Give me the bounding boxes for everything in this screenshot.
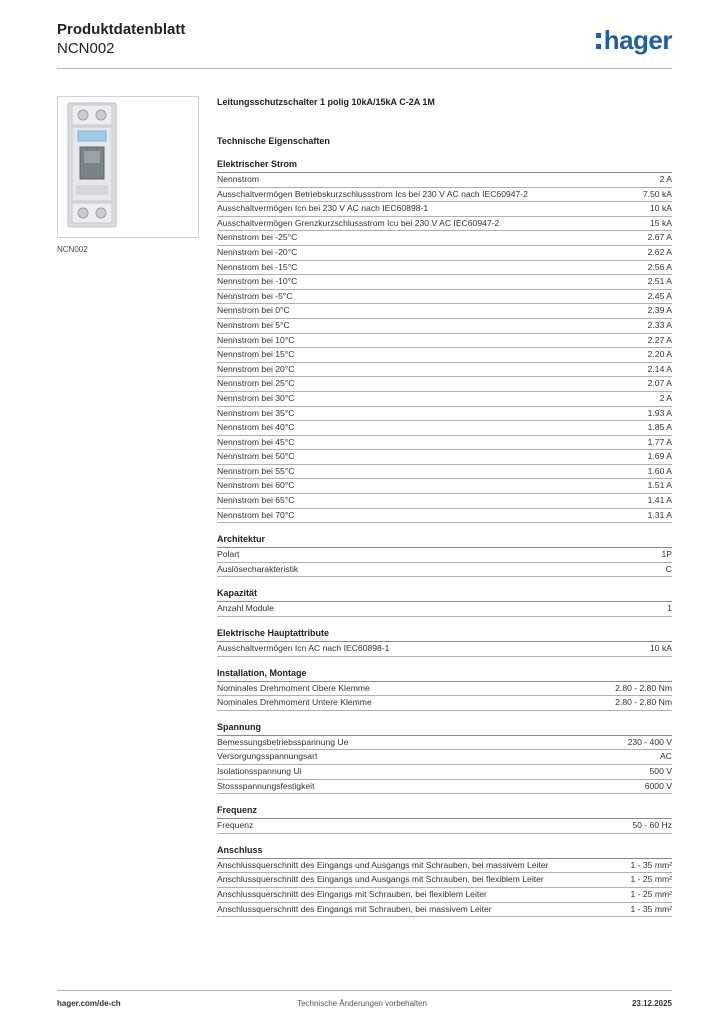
spec-value: 7.50 kA [642, 188, 672, 199]
spec-row [217, 173, 672, 188]
spec-label: Nennstrom bei 5°C [217, 319, 290, 330]
spec-value: AC [660, 751, 672, 762]
section-title: Spannung [217, 721, 672, 736]
spec-value: 2.80 - 2.80 Nm [615, 697, 672, 708]
spec-value: 1 - 35 mm² [630, 859, 672, 870]
spec-row [217, 602, 672, 617]
spec-row [217, 363, 672, 378]
technical-properties-heading: Technische Eigenschaften [217, 136, 330, 146]
spec-value: C [665, 563, 672, 574]
spec-row [217, 231, 672, 246]
spec-row [217, 421, 672, 436]
spec-row [217, 696, 672, 711]
page-header [57, 20, 185, 58]
spec-label: Nennstrom bei 15°C [217, 349, 295, 360]
product-image-caption: NCN002 [57, 245, 88, 254]
spec-row [217, 765, 672, 780]
spec-row [217, 188, 672, 203]
spec-row [217, 436, 672, 451]
spec-label: Nennstrom bei 40°C [217, 422, 295, 433]
spec-label: Nennstrom bei 0°C [217, 305, 290, 316]
spec-row [217, 563, 672, 578]
spec-label: Ausschaltvermögen Grenzkurzschlussstrom Icu bei 230 V AC IEC60947-2 [217, 217, 500, 228]
spec-value: 2.67 A [647, 232, 672, 243]
spec-value: 1 - 35 mm² [630, 903, 672, 914]
spec-row [217, 377, 672, 392]
spec-row [217, 819, 672, 834]
spec-row [217, 903, 672, 918]
spec-value: 230 - 400 V [627, 736, 672, 747]
spec-value: 1.69 A [647, 451, 672, 462]
section-title: Frequenz [217, 804, 672, 819]
footer-divider [57, 990, 672, 991]
spec-value: 50 - 60 Hz [632, 820, 672, 831]
footer-date: 23.12.2025 [631, 999, 672, 1008]
section-title: Elektrischer Strom [217, 158, 672, 173]
spec-value: 15 kA [650, 217, 672, 228]
spec-value: 10 kA [650, 203, 672, 214]
spec-label: Nennstrom bei 65°C [217, 495, 295, 506]
spec-row [217, 479, 672, 494]
spec-row [217, 202, 672, 217]
datasheet-content [217, 96, 672, 927]
spec-value: 1.77 A [647, 436, 672, 447]
spec-row [217, 642, 672, 657]
spec-label: Frequenz [217, 820, 254, 831]
spec-label: Nennstrom bei 10°C [217, 334, 295, 345]
spec-label: Anschlussquerschnitt des Eingangs und Ausgangs mit Schrauben, bei flexiblem Leiter [217, 874, 544, 885]
spec-value: 2.07 A [647, 378, 672, 389]
spec-value: 1P [661, 549, 672, 560]
spec-row [217, 888, 672, 903]
spec-row [217, 465, 672, 480]
spec-value: 2.39 A [647, 305, 672, 316]
spec-row [217, 509, 672, 524]
spec-row [217, 275, 672, 290]
spec-value: 6000 V [644, 780, 672, 791]
spec-label: Nennstrom bei 30°C [217, 392, 295, 403]
spec-value: 1 - 25 mm² [630, 888, 672, 899]
spec-label: Nominales Drehmoment Untere Klemme [217, 697, 372, 708]
spec-label: Nennstrom bei 50°C [217, 451, 295, 462]
product-description: Leitungsschutzschalter 1 polig 10kA/15kA C-2A 1M [217, 97, 435, 107]
section-title: Architektur [217, 533, 672, 548]
spec-label: Ausschaltvermögen Betriebskurzschlussstrom Ics bei 230 V AC nach IEC60947-2 [217, 188, 528, 199]
spec-row [217, 548, 672, 563]
spec-value: 2.14 A [647, 363, 672, 374]
spec-value: 1.93 A [647, 407, 672, 418]
spec-row [217, 780, 672, 795]
logo-dots-icon [596, 31, 602, 51]
spec-value: 2.33 A [647, 319, 672, 330]
spec-section [217, 587, 672, 617]
spec-section [217, 533, 672, 577]
spec-section [217, 844, 672, 917]
footer-notice: Technische Änderungen vorbehalten [297, 999, 427, 1008]
logo-text: hager [603, 25, 672, 55]
spec-value: 2.51 A [647, 276, 672, 287]
spec-row [217, 859, 672, 874]
circuit-breaker-image-icon [58, 97, 198, 237]
section-title: Elektrische Hauptattribute [217, 627, 672, 642]
spec-row [217, 407, 672, 422]
spec-label: Anschlussquerschnitt des Eingangs und Ausgangs mit Schrauben, bei massivem Leiter [217, 859, 549, 870]
spec-row [217, 304, 672, 319]
spec-label: Nennstrom bei 25°C [217, 378, 295, 389]
spec-value: 1.41 A [647, 495, 672, 506]
spec-value: 1.85 A [647, 422, 672, 433]
spec-section [217, 667, 672, 711]
product-image [57, 96, 199, 238]
spec-label: Nennstrom bei 20°C [217, 363, 295, 374]
spec-label: Nennstrom bei -25°C [217, 232, 298, 243]
spec-label: Nennstrom bei 35°C [217, 407, 295, 418]
spec-label: Polart [217, 549, 240, 560]
spec-sections [217, 158, 672, 917]
spec-section [217, 804, 672, 834]
spec-value: 2.62 A [647, 246, 672, 257]
product-code: NCN002 [57, 40, 115, 57]
spec-row [217, 494, 672, 509]
section-title: Kapazität [217, 587, 672, 602]
spec-label: Isolationsspannung Ui [217, 766, 302, 776]
header-divider [57, 68, 672, 69]
spec-value: 2.56 A [647, 261, 672, 272]
spec-value: 1 - 25 mm² [630, 874, 672, 885]
spec-row [217, 450, 672, 465]
hager-logo [596, 26, 672, 54]
spec-value: 2.45 A [647, 290, 672, 301]
spec-row [217, 392, 672, 407]
spec-label: Nennstrom bei 60°C [217, 480, 295, 491]
spec-label: Nennstrom bei -20°C [217, 246, 298, 257]
spec-label: Anzahl Module [217, 603, 274, 614]
spec-label: Bemessungsbetriebsspannung Ue [217, 736, 349, 747]
section-title: Anschluss [217, 844, 672, 859]
spec-value: 2.20 A [647, 349, 672, 360]
footer-website: hager.com/de-ch [57, 999, 121, 1008]
spec-label: Nennstrom bei 70°C [217, 509, 295, 520]
spec-row [217, 290, 672, 305]
spec-value: 1.31 A [647, 509, 672, 520]
spec-section [217, 627, 672, 657]
spec-label: Ausschaltvermögen Icn bei 230 V AC nach IEC60898-1 [217, 203, 429, 214]
spec-label: Anschlussquerschnitt des Eingangs mit Schrauben, bei flexiblem Leiter [217, 888, 487, 899]
spec-row [217, 736, 672, 751]
spec-label: Nennstrom [217, 174, 260, 184]
spec-value: 1 [667, 603, 672, 614]
spec-value: 1.51 A [647, 480, 672, 491]
spec-label: Nennstrom bei -15°C [217, 261, 298, 272]
spec-value: 1.60 A [647, 465, 672, 476]
spec-label: Auslösecharakteristik [217, 563, 299, 574]
spec-row [217, 334, 672, 349]
spec-value: 2.27 A [647, 334, 672, 345]
spec-value: 2.80 - 2.80 Nm [615, 682, 672, 693]
spec-value: 2 A [659, 174, 672, 184]
spec-label: Ausschaltvermögen Icn AC nach IEC60898-1 [217, 643, 390, 654]
spec-label: Nennstrom bei -10°C [217, 276, 298, 287]
spec-value: 2 A [659, 392, 672, 403]
spec-row [217, 682, 672, 697]
spec-label: Nennstrom bei -5°C [217, 290, 293, 301]
document-title: Produktdatenblatt [57, 21, 186, 38]
spec-row [217, 750, 672, 765]
spec-section [217, 158, 672, 523]
spec-row [217, 873, 672, 888]
spec-label: Anschlussquerschnitt des Eingangs mit Schrauben, bei massivem Leiter [217, 903, 492, 914]
spec-label: Nominales Drehmoment Obere Klemme [217, 682, 370, 693]
section-title: Installation, Montage [217, 667, 672, 682]
spec-section [217, 721, 672, 794]
spec-label: Nennstrom bei 45°C [217, 436, 295, 447]
spec-value: 500 V [649, 766, 672, 776]
spec-label: Versorgungsspannungsart [217, 751, 318, 762]
spec-row [217, 246, 672, 261]
spec-row [217, 319, 672, 334]
spec-label: Nennstrom bei 55°C [217, 465, 295, 476]
spec-row [217, 261, 672, 276]
spec-row [217, 217, 672, 232]
spec-value: 10 kA [650, 643, 672, 654]
spec-row [217, 348, 672, 363]
spec-label: Stossspannungsfestigkeit [217, 780, 315, 791]
